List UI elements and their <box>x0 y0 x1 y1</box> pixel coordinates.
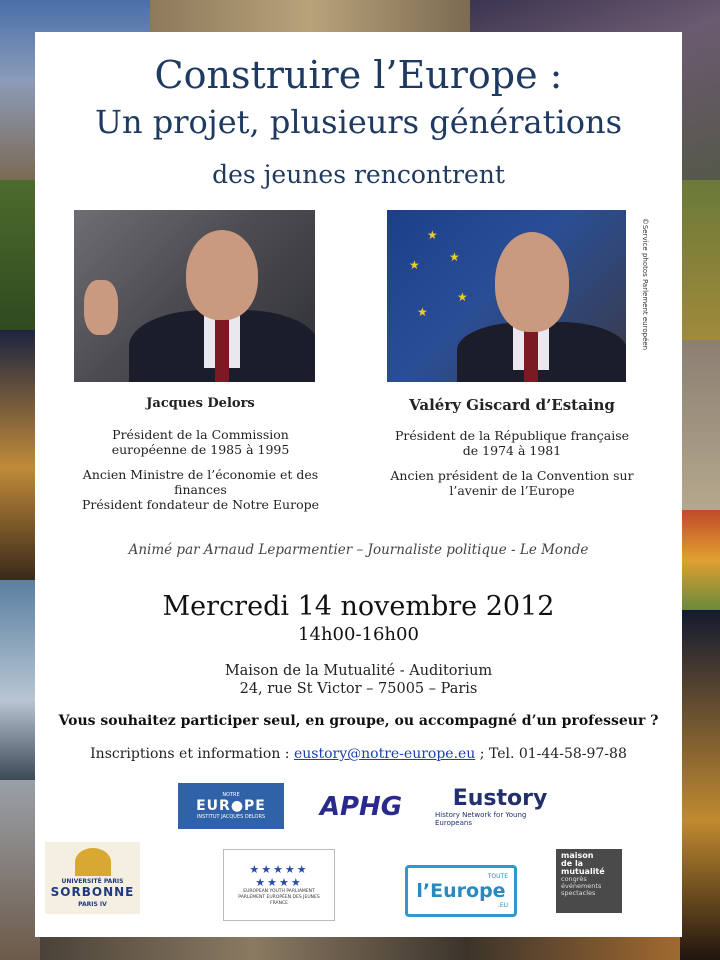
event-venue <box>35 662 682 698</box>
event-time: 14h00-16h00 <box>298 624 419 645</box>
bg-photo-glass-building <box>0 580 40 780</box>
page-subtitle: Un projet, plusieurs générations <box>94 103 622 141</box>
maison-mutualite-logo: maison de la mutualité congrès événements spectacles <box>556 849 622 913</box>
contact-line <box>35 746 682 762</box>
sorbonne-logo: UNIVERSITÉ PARIS SORBONNE PARIS IV <box>45 842 140 914</box>
event-date: Mercredi 14 novembre 2012 <box>162 591 555 622</box>
bg-photo-flower-carpet <box>680 510 720 610</box>
eustory-logo: Eustory History Network for Young Europeans <box>435 785 548 827</box>
bg-photo-city-lights <box>680 610 720 960</box>
speaker-name: Valéry Giscard d’Estaing <box>409 396 615 414</box>
bg-photo-park <box>680 180 720 340</box>
speaker-role: Président fondateur de Notre Europe <box>82 497 319 512</box>
speaker-role: Président de la République française de 1974 à 1981 <box>394 428 630 458</box>
contact-email-link[interactable]: eustory@notre-europe.eu <box>293 746 476 762</box>
bg-photo-night-city <box>0 330 40 580</box>
moderator-line: Animé par Arnaud Leparmentier – Journaliste politique - Le Monde <box>128 542 589 558</box>
speaker-role: Ancien président de la Convention sur l’avenir de l’Europe <box>390 468 634 498</box>
tagline: des jeunes rencontrent <box>212 160 505 189</box>
notre-europe-logo: NOTRE EUR●PE INSTITUT JACQUES DELORS <box>178 783 284 829</box>
flyer-card <box>35 32 682 937</box>
delors-portrait <box>74 210 315 382</box>
stars-icon: ★★★★★ <box>249 863 309 876</box>
speaker-giscard <box>387 396 637 498</box>
bg-photo-street <box>0 780 40 960</box>
participation-question: Vous souhaitez participer seul, en groupe, ou accompagné d’un professeur ? <box>58 713 659 729</box>
toute-leurope-logo: TOUTE l’Europe .EU <box>405 865 517 917</box>
bg-photo-trees <box>0 180 40 330</box>
giscard-portrait: ★ ★ ★ ★ ★ <box>387 210 626 382</box>
contact-prefix: Inscriptions et information : <box>90 746 294 762</box>
eyp-logo: ★★★★★ ★★★★ EUROPEAN YOUTH PARLIAMENT PARLEMENT EUROPÉEN DES JEUNES FRANCE <box>223 849 335 921</box>
page-title: Construire l’Europe : <box>154 53 563 97</box>
speaker-role: Ancien Ministre de l’économie et des finances <box>82 467 319 497</box>
venue-name: Maison de la Mutualité - Auditorium <box>224 663 493 679</box>
dome-icon <box>75 848 111 876</box>
photo-credit: ©Service photos Parlement européen <box>641 217 649 351</box>
bg-photo-gothic-facade <box>680 340 720 510</box>
contact-phone: ; Tel. 01-44-58-97-88 <box>475 746 627 762</box>
aphg-logo: APHG <box>319 792 403 822</box>
venue-address: 24, rue St Victor – 75005 – Paris <box>239 681 478 697</box>
speaker-role: Président de la Commission européenne de 1985 à 1995 <box>111 427 290 457</box>
speaker-name: Jacques Delors <box>146 396 255 411</box>
speaker-delors <box>74 396 327 512</box>
stars-icon: ★★★★ <box>255 876 303 889</box>
